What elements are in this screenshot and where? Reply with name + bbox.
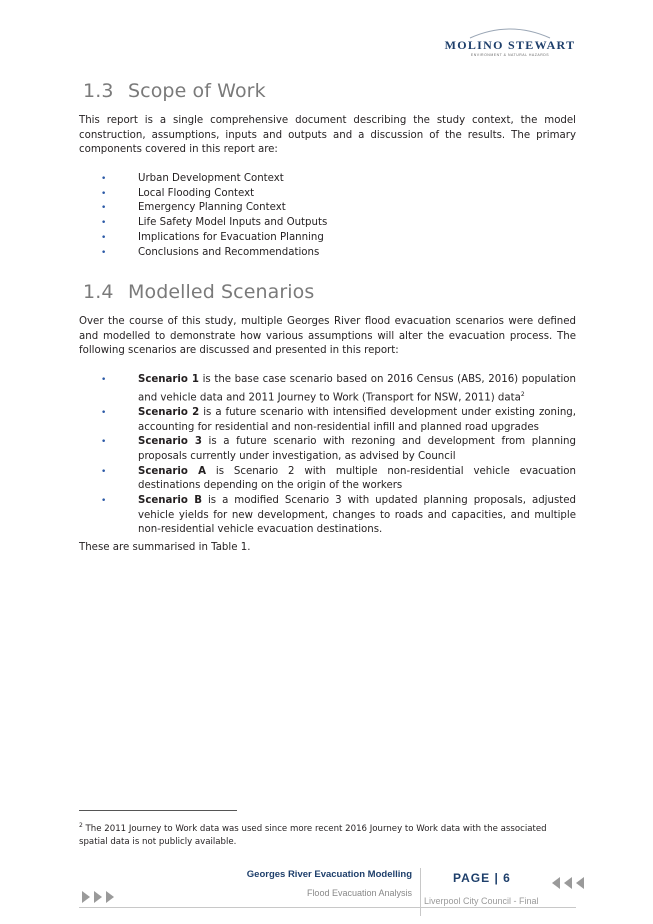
- bullet-icon: •: [101, 466, 107, 477]
- company-logo: [440, 24, 580, 64]
- scenarios-intro-paragraph: Over the course of this study, multiple Georges River flood evacuation scenarios were defined and modelled to demonstrate how various assumptions will alter the evacuation process. The following scenarios are discussed and presented in this report:: [79, 316, 576, 357]
- scope-item-text: Local Flooding Context: [138, 187, 255, 199]
- section-number: 1.4: [83, 281, 114, 303]
- scenario-name: Scenario 2: [138, 406, 200, 418]
- bullet-icon: •: [101, 203, 107, 214]
- logo-tagline: ENVIRONMENT & NATURAL HAZARDS: [470, 53, 550, 57]
- scenario-list-item: [79, 494, 576, 538]
- scenario-name: Scenario 3: [138, 436, 202, 448]
- footer-subtitle: Flood Evacuation Analysis: [306, 888, 412, 898]
- scope-list-item: [79, 187, 576, 202]
- logo-name: MOLINO STEWART: [444, 38, 576, 52]
- scenario-bullet-list: [79, 373, 576, 538]
- scenario-list-item: [79, 406, 576, 435]
- scenario-name: Scenario 1: [138, 374, 199, 385]
- scenario-list-item: [79, 465, 576, 494]
- forward-arrows-icon: [82, 890, 122, 904]
- scope-list-item: [79, 231, 576, 246]
- bullet-icon: •: [101, 247, 107, 258]
- scenario-description: is Scenario 2 with multiple non-residential vehicle evacuation destinations depending on the origin of the workers: [138, 465, 577, 492]
- section-title: Scope of Work: [128, 80, 266, 102]
- bullet-icon: •: [101, 375, 107, 385]
- scope-list-item: [79, 216, 576, 231]
- bullet-icon: •: [101, 496, 107, 507]
- bullet-icon: •: [101, 407, 107, 418]
- footnote: [79, 819, 576, 849]
- scenarios-outro-paragraph: These are summarised in Table 1.: [79, 542, 251, 553]
- scope-bullet-list: [79, 172, 576, 260]
- bullet-icon: •: [101, 174, 107, 184]
- scenario-description: is a future scenario with rezoning and development from planning proposals currently under investigation, as advised by Council: [138, 436, 576, 462]
- bullet-icon: •: [101, 188, 107, 199]
- scenario-description: is a future scenario with intensified development under existing zoning, accounting for residential and non-residential infill and planned road upgrades: [138, 406, 576, 433]
- section-title: Modelled Scenarios: [128, 281, 315, 303]
- bullet-icon: •: [101, 437, 107, 448]
- scenario-description: is the base case scenario based on 2016 Census (ABS, 2016) population and vehicle data and 2011 Journey to Work (Transport for NSW, 2011) data: [138, 374, 576, 404]
- scope-list-item: [79, 246, 576, 261]
- footer-rule: [79, 907, 576, 908]
- scope-item-text: Urban Development Context: [138, 173, 284, 184]
- footnote-reference: 2: [520, 390, 525, 398]
- footnote-text: The 2011 Journey to Work data was used since more recent 2016 Journey to Work data with the associated spatial data is not publicly available.: [79, 823, 547, 847]
- scope-intro-paragraph: This report is a single comprehensive document describing the study context, the model construction, assumptions, inputs and outputs and a discussion of the results. The primary components covered in this report are:: [79, 115, 576, 156]
- scope-item-text: Emergency Planning Context: [138, 202, 286, 214]
- scope-item-text: Life Safety Model Inputs and Outputs: [138, 217, 328, 229]
- scope-item-text: Conclusions and Recommendations: [138, 246, 320, 258]
- scope-item-text: Implications for Evacuation Planning: [138, 231, 324, 243]
- scope-list-item: [79, 172, 576, 187]
- section-heading-scenarios: [83, 281, 314, 303]
- scenario-name: Scenario A: [138, 465, 206, 477]
- footer-client: Liverpool City Council - Final: [424, 896, 539, 906]
- page-number: PAGE | 6: [453, 871, 511, 885]
- scope-list-item: [79, 201, 576, 216]
- footer-divider: [420, 868, 421, 916]
- bullet-icon: •: [101, 232, 107, 243]
- scenario-list-item: [79, 373, 576, 406]
- section-heading-scope: [83, 80, 266, 102]
- footnote-separator: [79, 810, 237, 811]
- scenario-list-item: [79, 435, 576, 464]
- back-arrows-icon: [552, 876, 592, 890]
- footnote-mark: 2: [79, 822, 83, 829]
- bullet-icon: •: [101, 218, 107, 229]
- scenario-description: is a modified Scenario 3 with updated planning proposals, adjusted vehicle yields for new development, changes to roads and capacities, and multiple non-residential vehicle evacuation destinations.: [138, 495, 576, 536]
- footer-title: Georges River Evacuation Modelling: [246, 869, 412, 880]
- scenario-name: Scenario B: [138, 495, 202, 507]
- section-number: 1.3: [83, 80, 114, 102]
